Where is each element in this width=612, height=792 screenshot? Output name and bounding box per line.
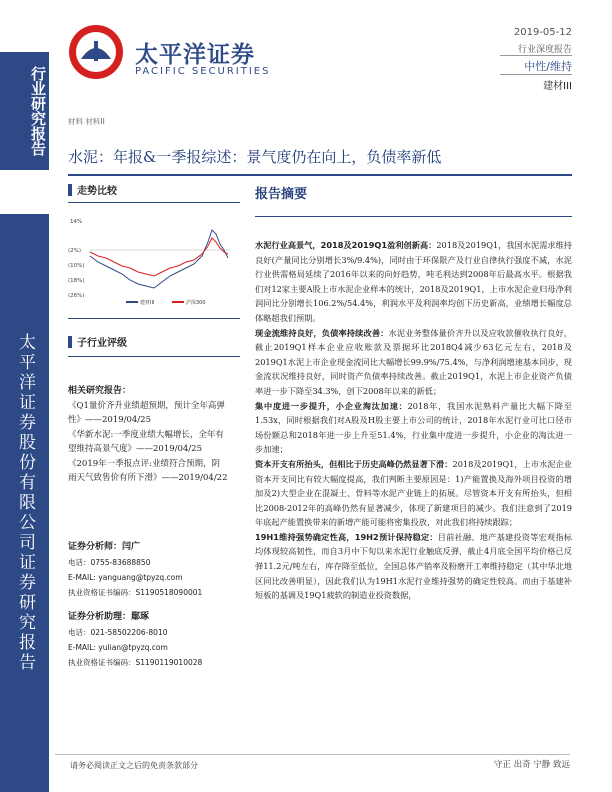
brand-logo-icon [67, 23, 125, 81]
sidebar-company: 太平洋证券股份有限公司证券研究报告 [0, 214, 49, 792]
y-tick: (18%) [68, 278, 85, 284]
title-divider [68, 174, 572, 176]
summary-paragraph: 19H1维持强势确定性高，19H2预计保持稳定：目前社融、地产基建投资等宏观指标均体现较高韧性，而自3月中下旬以来水泥行业触底反弹，截止4月底全国平均价格已反弹11.2元/吨左右，库存降至低位，全国总体产销率及粉磨开工率维持稳定（其中华北地区同比改善明显），因此我们认为19H1水泥行业维持强势的确定性较高。而由于基建补短板的基调及19Q1疲软的制造业投资数据， [255, 531, 572, 601]
analyst-name: 证券分析助理：鄢琢 [68, 612, 150, 622]
footer-disclaimer: 请务必阅读正文之后的免责条款部分 [70, 761, 198, 770]
divider [500, 55, 572, 56]
related-item[interactable]: 《华新水泥:一季度业绩大幅增长，全年有望维持高景气度》——2019/04/25 [68, 429, 224, 454]
summary-body [255, 238, 572, 603]
analyst-name: 证券分析师：闫广 [68, 542, 141, 552]
divider [68, 318, 240, 319]
related-heading: 相关研究报告： [68, 386, 132, 396]
analyst-block [68, 540, 238, 600]
report-date: 2019-05-12 [513, 27, 572, 38]
analyst-cert: 执业资格证书编码：S1190518090001 [68, 588, 203, 597]
summary-paragraph: 水泥行业高景气，2018及2019Q1盈利创新高：2018及2019Q1，我国水泥需求维持良好(产量同比分别增长3%/9.4%)，同时由于环保限产及行业自律执行强度不减，水泥行业供需格局延续了2016年以来的向好趋势，吨毛利达到2008年后最高水平。根据我们对12家主要A股上市水泥企业样本的统计，2018及2019Q1，上市水泥企业归母净利润同比分别增长106.2%/54.4%，利润水平及利润率均创下历史新高，业绩增长幅度总体略超我们预期。 [255, 240, 572, 323]
sub-rating-heading: 子行业评级 [77, 338, 127, 349]
analyst-email[interactable]: E-MAIL: yanguang@tpyzq.com [68, 573, 183, 582]
related-item[interactable]: 《Q1量价齐升业绩超预期，预计全年高弹性》——2019/04/25 [68, 400, 225, 425]
y-tick: (2%) [68, 248, 82, 254]
divider [255, 216, 572, 217]
footer-divider [55, 754, 570, 755]
analyst-block [68, 610, 238, 670]
industry-label: 建材III [543, 81, 572, 92]
analyst-cert: 执业资格证书编码：S1190119010028 [68, 658, 203, 667]
summary-section [255, 183, 573, 202]
trend-heading: 走势比较 [77, 186, 117, 197]
trend-chart [68, 210, 240, 310]
analyst-email[interactable]: E-MAIL: yulian@tpyzq.com [68, 643, 168, 652]
footer-motto: 守正 出奇 宁静 致远 [493, 760, 570, 770]
related-item[interactable]: 《2019年一季报点评:业绩符合预期，阴雨天气致售价有所下滑》——2019/04/22 [68, 458, 228, 483]
divider [68, 202, 240, 203]
summary-paragraph: 资本开支有所抬头，但相比于历史高峰仍然显著下滑：2018及2019Q1，上市水泥企业资本开支同比有较大幅度提高，我们判断主要原因是：1)产能置换及海外项目投资的增加及2)大型企业在混凝土、骨料等水泥产业链上的拓展。尽管资本开支有所抬头，但相比2008-2012年的高峰仍然有显著减少，体现了新建项目的减少。我们注意到了2019年底起产能置换带来的新增产能可能将密集投放，对此我们将持续跟踪； [255, 458, 572, 528]
section-marker-icon [68, 336, 72, 348]
footer-block [0, 752, 49, 792]
brand-name-en: PACIFIC SECURITIES [135, 66, 271, 77]
y-tick: 14% [70, 219, 83, 225]
trend-section [68, 182, 238, 197]
rating: 中性/维持 [524, 60, 572, 73]
legend-b: 沪深300 [186, 300, 206, 306]
legend-swatch-b [172, 301, 184, 303]
analyst-phone: 电话：0755-83688850 [68, 558, 151, 567]
breadcrumb: 材料 材料II [68, 117, 105, 126]
y-tick: (26%) [68, 293, 85, 299]
summary-heading: 报告摘要 [255, 187, 308, 202]
section-marker-icon [68, 184, 72, 196]
report-type: 行业深度报告 [517, 45, 572, 55]
divider [68, 356, 240, 357]
brand-name: 太平洋证券 [135, 42, 255, 68]
analyst-phone: 电话：021-58502206-8010 [68, 628, 168, 637]
summary-paragraph: 集中度进一步提升，小企业淘汰加速：2018年，我国水泥熟料产量比大幅下降至1.53x，同时根据我们对A股及H股主要上市公司的统计，2018年水泥行业可比口径市场份额总和2018年进一步上升至51.4%，行业集中度进一步提升，小企业的淘汰进一步加速； [255, 400, 572, 455]
legend-a: 建材III [140, 300, 155, 306]
legend-swatch-a [126, 301, 138, 303]
page-title: 水泥：年报&一季报综述：景气度仍在向上，负债率新低 [68, 148, 442, 166]
series-a-line [90, 230, 228, 288]
sidebar-category: 行业研究报告 [0, 52, 49, 170]
sub-rating-section [68, 334, 238, 349]
divider [500, 74, 572, 75]
y-tick: (10%) [68, 263, 85, 269]
related-reports [68, 384, 228, 486]
summary-paragraph: 现金流维持良好，负债率持续改善：水泥业务整体量价齐升以及应收款催收执行良好，截止2019Q1样本企业应收账款及票据环比2018Q4减少63亿元左右，2018及2019Q1水泥上市企业现金流同比大幅增长99.9%/75.4%，与净利润增速基本同步，现金流状况维持良好，同时资产负债率持续改善。截止2019Q1，水泥上市企业资产负债率进一步下降至34.3%，创下2008年以来的新低； [255, 327, 572, 396]
